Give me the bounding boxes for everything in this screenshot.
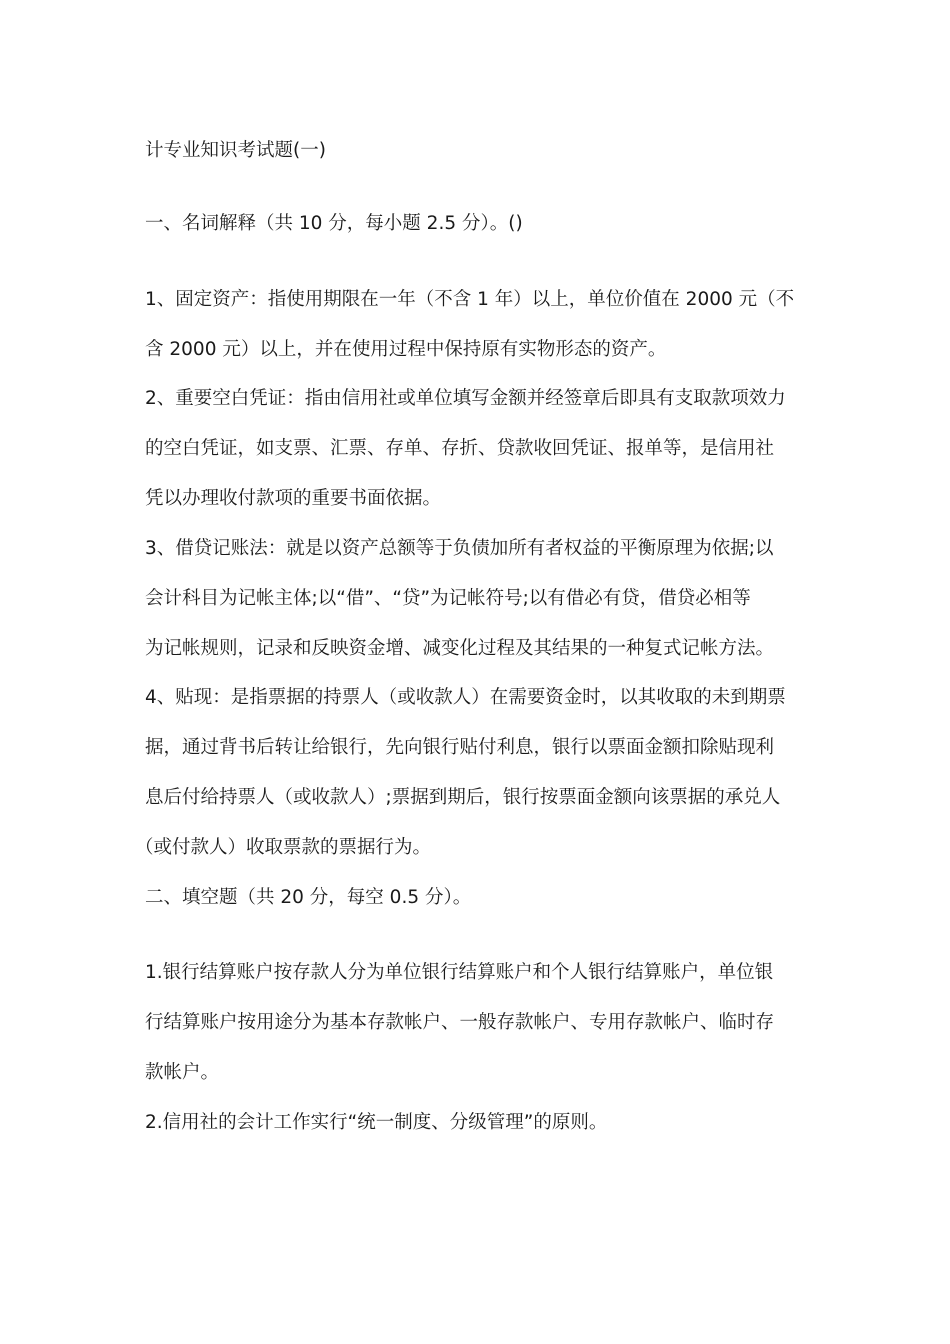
term-blank-voucher-line-1: 2、重要空白凭证：指由信用社或单位填写金额并经签章后即具有支取款项效力 — [145, 388, 786, 409]
term-discount-line-3: 息后付给持票人（或收款人）;票据到期后，银行按票面金额向该票据的承兑人 — [145, 787, 781, 808]
term-fixed-assets-line-1: 1、固定资产：指使用期限在一年（不含 1 年）以上，单位价值在 2000 元（不 — [145, 289, 795, 310]
fill-in-1-line-1: 1.银行结算账户按存款人分为单位银行结算账户和个人银行结算账户，单位银 — [145, 962, 774, 983]
term-blank-voucher-line-3: 凭以办理收付款项的重要书面依据。 — [145, 488, 442, 509]
term-fixed-assets-line-2: 含 2000 元）以上，并在使用过程中保持原有实物形态的资产。 — [145, 339, 667, 360]
term-blank-voucher-line-2: 的空白凭证，如支票、汇票、存单、存折、贷款收回凭证、报单等，是信用社 — [145, 438, 775, 459]
document-title: 计专业知识考试题(一) — [145, 140, 326, 161]
fill-in-1-line-3: 款帐户。 — [145, 1062, 220, 1083]
term-discount-line-4: （或付款人）收取票款的票据行为。 — [135, 837, 432, 858]
term-double-entry-line-2: 会计科目为记帐主体;以“借”、“贷”为记帐符号;以有借必有贷，借贷必相等 — [145, 588, 751, 609]
fill-in-2-line-1: 2.信用社的会计工作实行“统一制度、分级管理”的原则。 — [145, 1112, 608, 1133]
section-heading-terms: 一、名词解释（共 10 分，每小题 2.5 分）。() — [145, 213, 523, 234]
term-double-entry-line-3: 为记帐规则，记录和反映资金增、减变化过程及其结果的一种复式记帐方法。 — [145, 638, 775, 659]
section-heading-fill-in: 二、填空题（共 20 分，每空 0.5 分）。 — [145, 887, 472, 908]
term-discount-line-2: 据，通过背书后转让给银行，先向银行贴付利息，银行以票面金额扣除贴现利 — [145, 737, 775, 758]
term-double-entry-line-1: 3、借贷记账法：就是以资产总额等于负债加所有者权益的平衡原理为依据;以 — [145, 538, 774, 559]
fill-in-1-line-2: 行结算账户按用途分为基本存款帐户、一般存款帐户、专用存款帐户、临时存 — [145, 1012, 775, 1033]
term-discount-line-1: 4、贴现：是指票据的持票人（或收款人）在需要资金时，以其收取的未到期票 — [145, 687, 786, 708]
